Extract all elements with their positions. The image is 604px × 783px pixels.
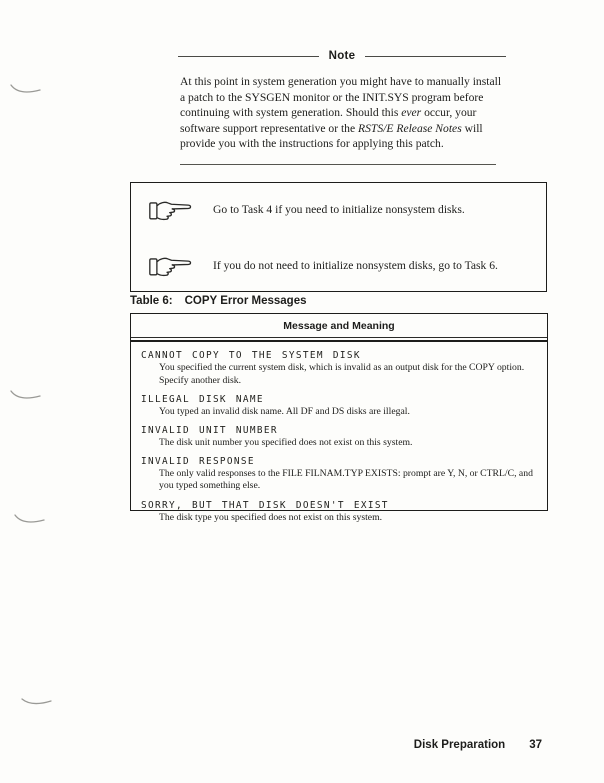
copy-error-table bbox=[130, 313, 548, 523]
footer-page-number: 37 bbox=[529, 739, 542, 751]
table-row bbox=[141, 394, 537, 418]
error-message: INVALID RESPONSE bbox=[141, 456, 255, 468]
binding-mark-icon bbox=[9, 82, 43, 96]
error-meaning: The disk type you specified does not exist on this system. bbox=[159, 511, 383, 523]
callout-box bbox=[130, 182, 547, 292]
error-meaning: The disk unit number you specified does not exist on this system. bbox=[159, 437, 413, 448]
note-paragraph bbox=[180, 74, 504, 152]
note-italic-ever: ever bbox=[401, 106, 422, 120]
note-closing-rule bbox=[180, 164, 496, 165]
binding-mark-icon bbox=[20, 694, 54, 708]
table-body bbox=[131, 342, 547, 523]
binding-mark-icon bbox=[9, 388, 43, 402]
callout-row-task4 bbox=[131, 195, 546, 225]
error-message: CANNOT COPY TO THE SYSTEM DISK bbox=[141, 350, 361, 362]
footer-section-title: Disk Preparation bbox=[413, 739, 506, 751]
table-row bbox=[141, 500, 537, 524]
pointing-hand-icon bbox=[147, 195, 195, 225]
note-rule-right bbox=[365, 56, 506, 57]
note-rule-left bbox=[178, 56, 319, 57]
pointing-hand-icon bbox=[147, 251, 195, 281]
note-text-1: At this point in system generation you might have to manually install a patch to the SYSGEN monitor or the INIT.SYS program before continuing with system generation. Should this bbox=[180, 75, 502, 120]
table-row bbox=[141, 425, 537, 449]
table-row bbox=[141, 456, 537, 492]
error-meaning: You specified the current system disk, which is invalid as an output disk for the COPY option. Specify another disk. bbox=[159, 362, 525, 386]
error-message: SORRY, BUT THAT DISK DOESN'T EXIST bbox=[141, 499, 389, 511]
callout-row-task6 bbox=[131, 251, 546, 281]
error-meaning: The only valid responses to the FILE FILNAM.TYP EXISTS: prompt are Y, N, or CTRL/C, and you typed something else. bbox=[159, 468, 533, 492]
note-header bbox=[178, 50, 506, 62]
error-meaning: You typed an invalid disk name. All DF and DS disks are illegal. bbox=[159, 405, 410, 417]
error-message: INVALID UNIT NUMBER bbox=[141, 425, 278, 436]
error-message: ILLEGAL DISK NAME bbox=[141, 393, 264, 405]
table-column-header: Message and Meaning bbox=[131, 314, 547, 338]
table-row bbox=[141, 350, 537, 386]
note-text-3: will provide you with the instructions for applying this patch. bbox=[180, 121, 483, 151]
table-caption bbox=[130, 295, 306, 307]
table-caption-label: Table 6: bbox=[130, 295, 173, 307]
table-caption-title: COPY Error Messages bbox=[184, 295, 307, 307]
note-italic-title: RSTS/E Release Notes bbox=[358, 121, 462, 135]
note-label: Note bbox=[328, 50, 356, 62]
binding-mark-icon bbox=[13, 512, 47, 526]
note-text-2: occur, your software support representative or the bbox=[180, 106, 477, 135]
callout-text: Go to Task 4 if you need to initialize nonsystem disks. bbox=[213, 203, 465, 216]
callout-text: If you do not need to initialize nonsystem disks, go to Task 6. bbox=[213, 259, 498, 272]
page-footer bbox=[414, 739, 542, 751]
